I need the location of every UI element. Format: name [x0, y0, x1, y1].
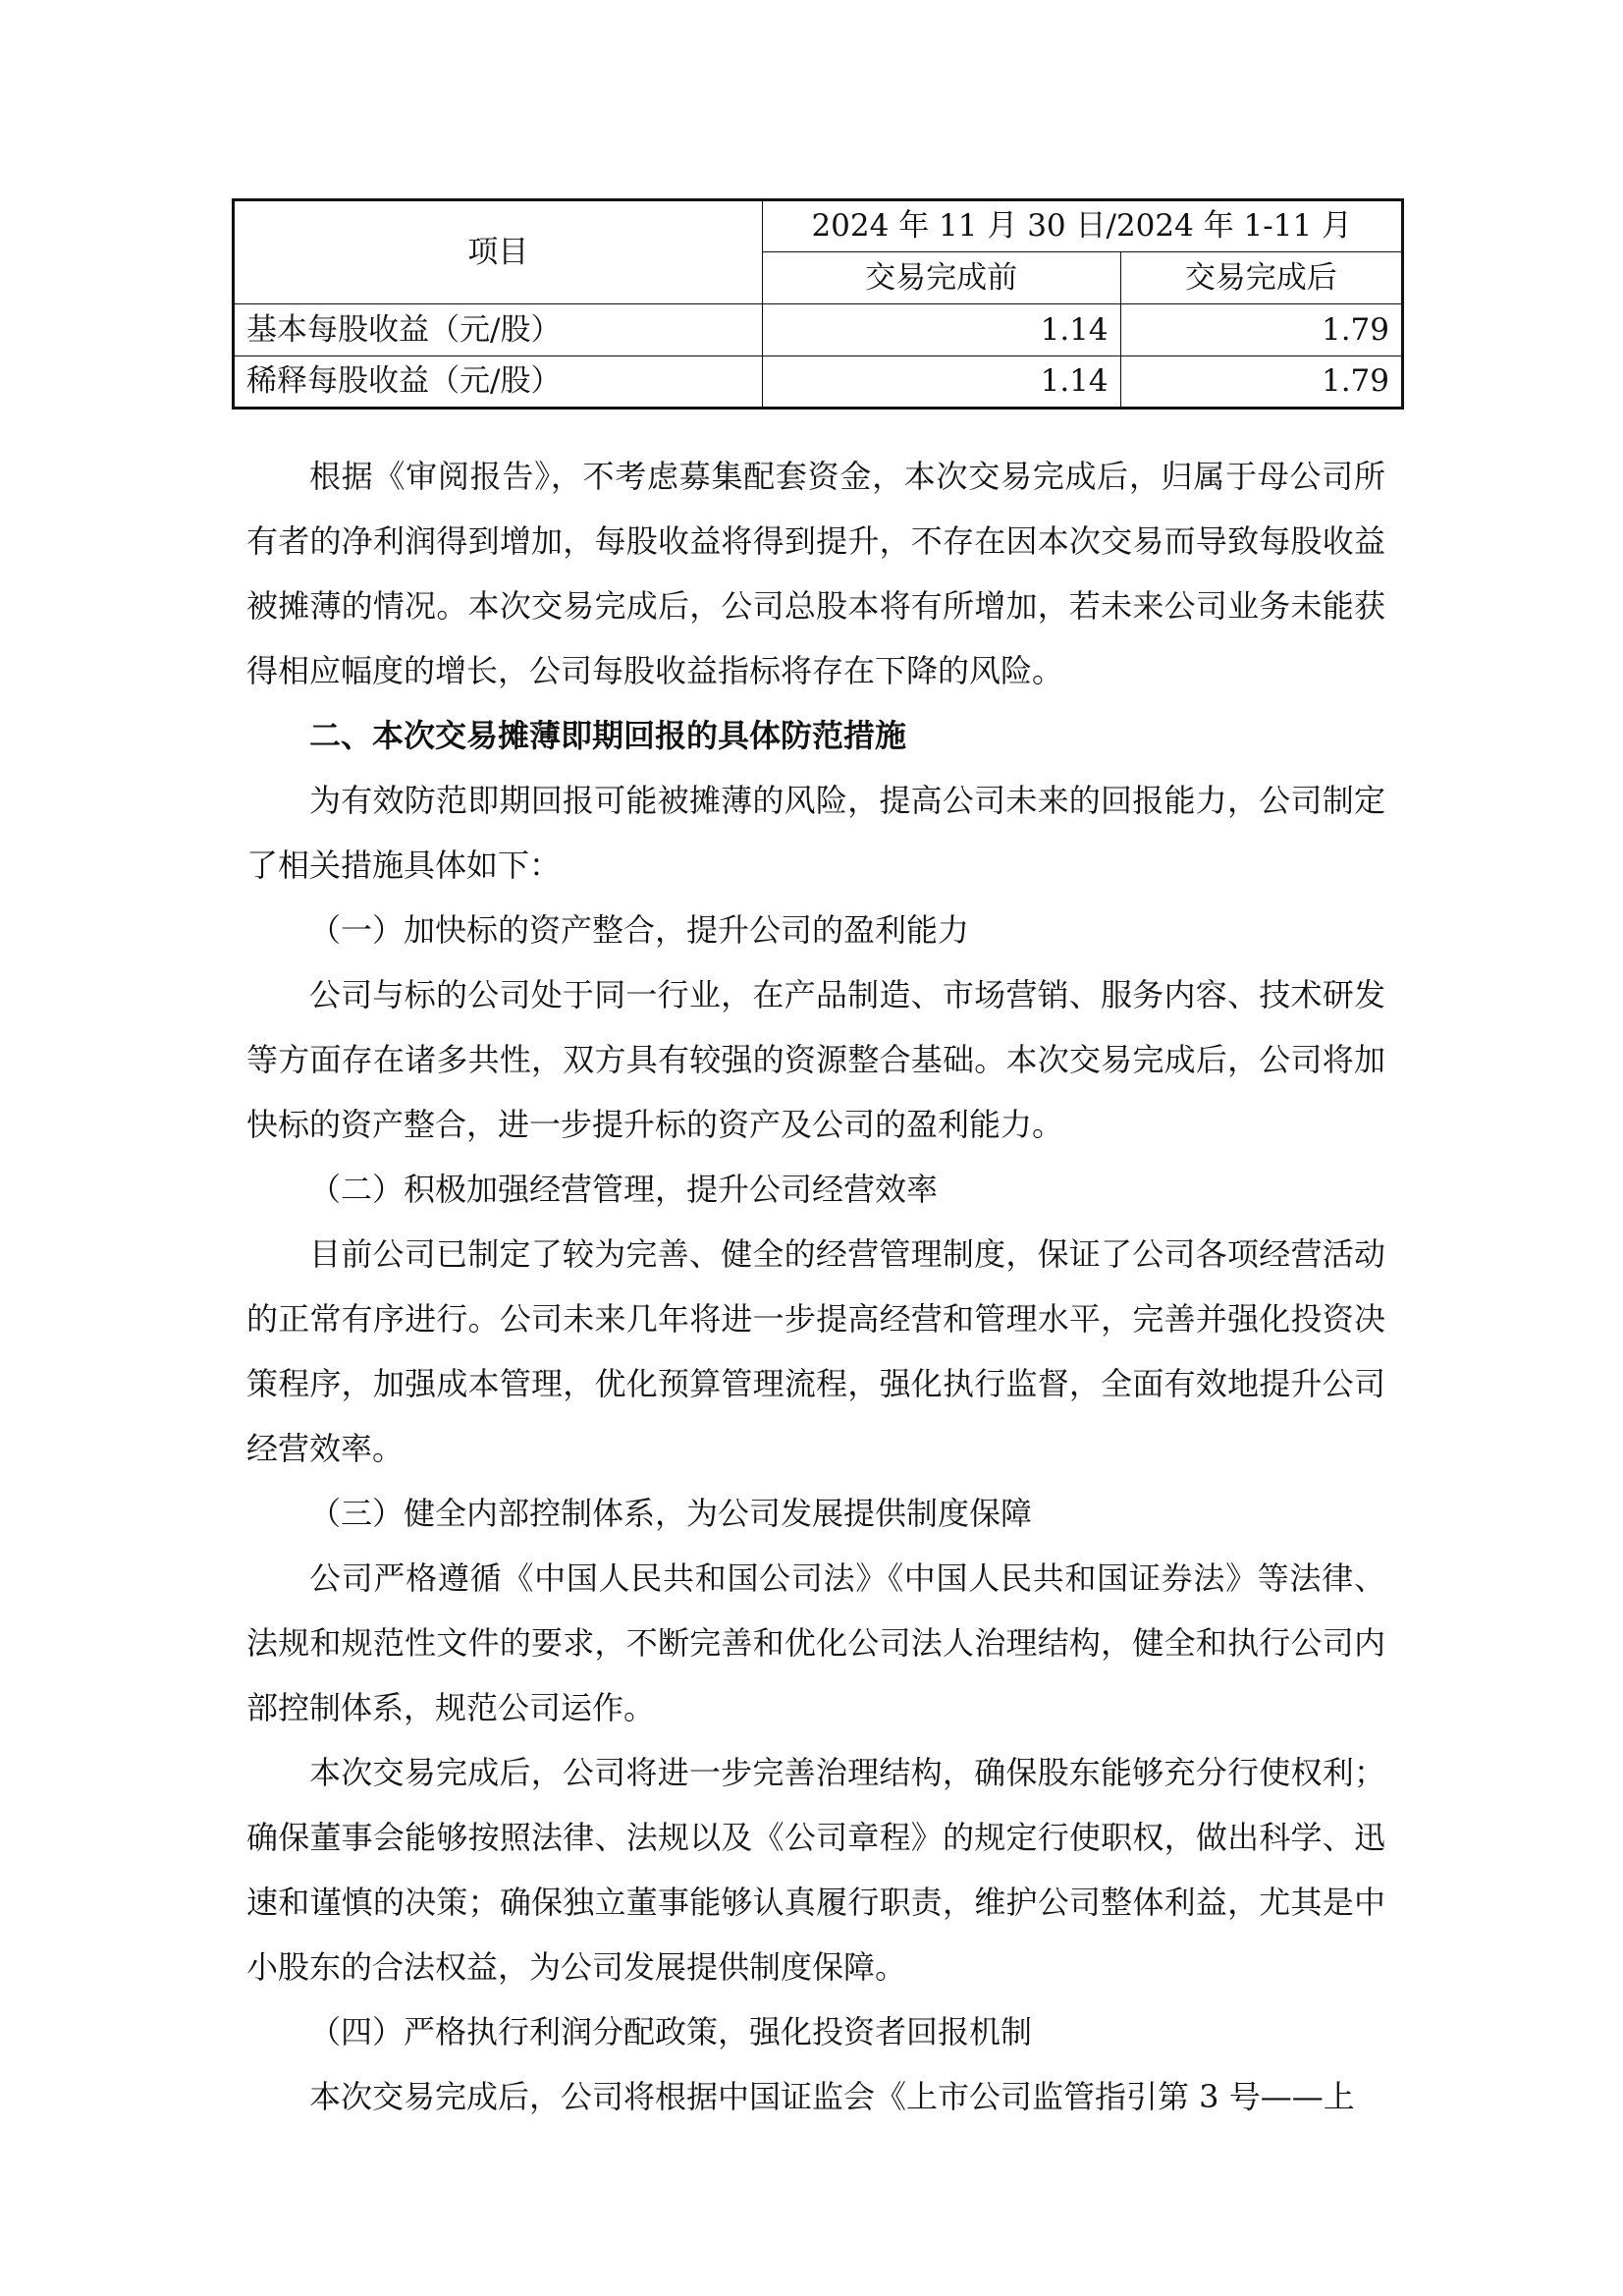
row-before-diluted-eps: 1.14	[762, 356, 1120, 409]
document-body	[246, 444, 1385, 2129]
subheading-1: （一）加快标的资产整合，提升公司的盈利能力	[309, 911, 970, 949]
paragraph-dividend-policy: 本次交易完成后，公司将根据中国证监会《上市公司监管指引第 3 号——上	[309, 2078, 1355, 2115]
section-heading-2: 二、本次交易摊薄即期回报的具体防范措施	[309, 717, 907, 754]
eps-comparison-table	[232, 198, 1404, 410]
paragraph-internal-control: 公司严格遵循《中国人民共和国公司法》《中国人民共和国证券法》等法律、法规和规范性文件的要求，不断完善和优化公司法人治理结构，健全和执行公司内部控制体系，规范公司运作。	[246, 1559, 1385, 1726]
table-row	[234, 304, 1403, 356]
table-header-row	[234, 200, 1403, 252]
row-before-basic-eps: 1.14	[762, 304, 1120, 356]
table-row	[234, 356, 1403, 409]
subheading-3: （三）健全内部控制体系，为公司发展提供制度保障	[309, 1495, 1033, 1532]
header-item-cell: 项目	[234, 200, 763, 304]
header-before-cell: 交易完成前	[762, 252, 1120, 304]
row-label-diluted-eps: 稀释每股收益（元/股）	[234, 356, 763, 409]
header-period-cell: 2024 年 11 月 30 日/2024 年 1-11 月	[762, 200, 1402, 252]
subheading-2: （二）积极加强经营管理，提升公司经营效率	[309, 1171, 939, 1208]
row-after-basic-eps: 1.79	[1120, 304, 1402, 356]
subheading-4: （四）严格执行利润分配政策，强化投资者回报机制	[309, 2013, 1033, 2050]
header-after-cell: 交易完成后	[1120, 252, 1402, 304]
paragraph-governance: 本次交易完成后，公司将进一步完善治理结构，确保股东能够充分行使权利；确保董事会能够按照法律、法规以及《公司章程》的规定行使职权，做出科学、迅速和谨慎的决策；确保独立董事能够认真履行职责，维护公司整体利益，尤其是中小股东的合法权益，为公司发展提供制度保障。	[246, 1754, 1385, 1986]
row-label-basic-eps: 基本每股收益（元/股）	[234, 304, 763, 356]
paragraph-integration: 公司与标的公司处于同一行业，在产品制造、市场营销、服务内容、技术研发等方面存在诸多共性，双方具有较强的资源整合基础。本次交易完成后，公司将加快标的资产整合，进一步提升标的资产及公司的盈利能力。	[246, 976, 1385, 1143]
paragraph-measures-intro: 为有效防范即期回报可能被摊薄的风险，提高公司未来的回报能力，公司制定了相关措施具体如下：	[246, 782, 1385, 884]
paragraph-management: 目前公司已制定了较为完善、健全的经营管理制度，保证了公司各项经营活动的正常有序进行。公司未来几年将进一步提高经营和管理水平，完善并强化投资决策程序，加强成本管理，优化预算管理流程，强化执行监督，全面有效地提升公司经营效率。	[246, 1235, 1385, 1467]
row-after-diluted-eps: 1.79	[1120, 356, 1402, 409]
paragraph-review-report: 根据《审阅报告》，不考虑募集配套资金，本次交易完成后，归属于母公司所有者的净利润得到增加，每股收益将得到提升，不存在因本次交易而导致每股收益被摊薄的情况。本次交易完成后，公司总股本将有所增加，若未来公司业务未能获得相应幅度的增长，公司每股收益指标将存在下降的风险。	[246, 458, 1385, 689]
